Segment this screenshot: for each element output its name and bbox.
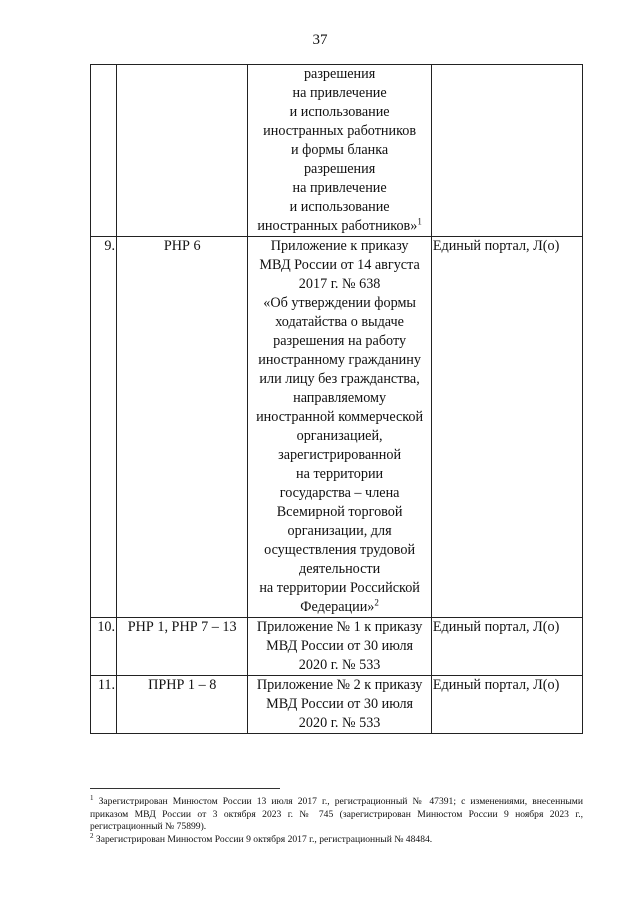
document-line	[249, 122, 429, 141]
document-line-text: государства – члена	[279, 485, 400, 501]
document-line-text: зарегистрированной	[278, 447, 402, 463]
footnote-divider	[90, 788, 280, 789]
document-line	[249, 160, 429, 179]
document-line	[249, 294, 429, 313]
document-line-text: на привлечение	[292, 85, 387, 101]
footnote-1	[90, 793, 583, 834]
document-line-text: или лицу без гражданства,	[259, 371, 420, 387]
footnote-reference: 1	[417, 216, 422, 227]
document-line-text: организации, для	[287, 523, 392, 539]
document-line	[249, 256, 429, 275]
document-line	[249, 408, 429, 427]
footnote-mark: 1	[90, 793, 94, 802]
table-row	[91, 65, 583, 237]
form-code-cell: РНР 1, РНР 7 – 13	[117, 618, 248, 676]
document-line	[249, 560, 429, 579]
document-line	[249, 465, 429, 484]
source-cell: Единый портал, Л(о)	[431, 237, 582, 618]
document-line-text: направляемому	[293, 390, 387, 406]
document-line	[249, 217, 429, 236]
document-line	[249, 522, 429, 541]
document-line	[249, 389, 429, 408]
footnote-text: Зарегистрирован Минюстом России 13 июля 2017 г., регистрационный № 47391; с изменениями, внесенными приказом МВД России от 3 октября 2023 г. № 745 (зарегистрирован Минюстом России 9 ноября 2023 г., регистрационный № 75899).	[90, 796, 583, 832]
document-line-text: 2017 г. № 638	[298, 276, 381, 292]
document-line	[249, 179, 429, 198]
document-line-text: 2020 г. № 533	[298, 715, 381, 731]
document-line	[249, 275, 429, 294]
document-line-text: ходатайства о выдаче	[275, 314, 404, 330]
document-line-text: Приложение № 1 к приказу	[256, 619, 423, 635]
document-line-text: иностранных работников	[263, 123, 417, 139]
document-line	[249, 370, 429, 389]
document-line	[249, 198, 429, 217]
document-line-text: на территории	[296, 466, 384, 482]
table-row	[91, 618, 583, 676]
document-line	[249, 579, 429, 598]
document-line-text: и использование	[289, 199, 390, 215]
form-code-cell: РНР 6	[117, 237, 248, 618]
document-line	[249, 656, 429, 675]
table-body	[91, 65, 583, 734]
document-line-text: разрешения	[303, 66, 376, 82]
source-cell: Единый портал, Л(о)	[431, 618, 582, 676]
document-line	[249, 695, 429, 714]
document-line	[249, 446, 429, 465]
document-line	[249, 65, 429, 84]
document-line	[249, 637, 429, 656]
document-line	[249, 714, 429, 733]
document-line	[249, 313, 429, 332]
document-line-text: МВД России от 30 июля	[266, 696, 414, 712]
document-line-text: Федерации»	[300, 599, 375, 615]
document-line-text: на территории Российской	[259, 580, 420, 596]
document-line	[249, 541, 429, 560]
row-number-cell: 11.	[91, 676, 117, 734]
document-line-text: Приложение к приказу	[270, 238, 409, 254]
document-line	[249, 141, 429, 160]
form-code-cell: ПРНР 1 – 8	[117, 676, 248, 734]
document-cell	[248, 237, 431, 618]
document-line-text: и использование	[289, 104, 390, 120]
document-line-text: МВД России от 30 июля	[266, 638, 414, 654]
documents-table	[90, 64, 583, 734]
document-line-text: и формы бланка	[291, 142, 389, 158]
document-line	[249, 103, 429, 122]
document-line-text: иностранной коммерческой	[256, 409, 424, 425]
document-line	[249, 427, 429, 446]
document-line-text: осуществления трудовой	[264, 542, 416, 558]
document-line	[249, 598, 429, 617]
document-line-text: организацией,	[296, 428, 383, 444]
document-line-text: «Об утверждении формы	[263, 295, 416, 311]
source-cell	[431, 65, 582, 237]
footnote-text: Зарегистрирован Минюстом России 9 октября 2017 г., регистрационный № 48484.	[95, 833, 433, 845]
document-cell	[248, 618, 431, 676]
footnote-2	[90, 831, 583, 847]
row-number-cell: 10.	[91, 618, 117, 676]
document-line-text: 2020 г. № 533	[298, 657, 381, 673]
document-line	[249, 618, 429, 637]
document-line	[249, 484, 429, 503]
source-cell: Единый портал, Л(о)	[431, 676, 582, 734]
document-line-text: МВД России от 14 августа	[259, 257, 420, 273]
document-line-text: деятельности	[298, 561, 381, 577]
document-line	[249, 351, 429, 370]
table-row	[91, 676, 583, 734]
document-line	[249, 503, 429, 522]
row-number-cell: 9.	[91, 237, 117, 618]
document-line-text: Всемирной торговой	[276, 504, 403, 520]
document-line-text: Приложение № 2 к приказу	[256, 677, 423, 693]
page-number: 37	[312, 32, 328, 48]
document-line-text: разрешения	[303, 161, 376, 177]
document-line-text: иностранному гражданину	[258, 352, 421, 368]
table-row	[91, 237, 583, 618]
row-number-cell	[91, 65, 117, 237]
footnotes	[90, 793, 583, 846]
form-code-cell	[117, 65, 248, 237]
footnote-mark: 2	[90, 831, 94, 840]
document-line	[249, 332, 429, 351]
document-line	[249, 676, 429, 695]
document-cell	[248, 65, 431, 237]
footnote-reference: 2	[374, 597, 379, 608]
document-line-text: иностранных работников»	[257, 218, 418, 234]
document-cell	[248, 676, 431, 734]
document-line	[249, 237, 429, 256]
document-line-text: на привлечение	[292, 180, 387, 196]
document-line	[249, 84, 429, 103]
document-line-text: разрешения на работу	[273, 333, 407, 349]
